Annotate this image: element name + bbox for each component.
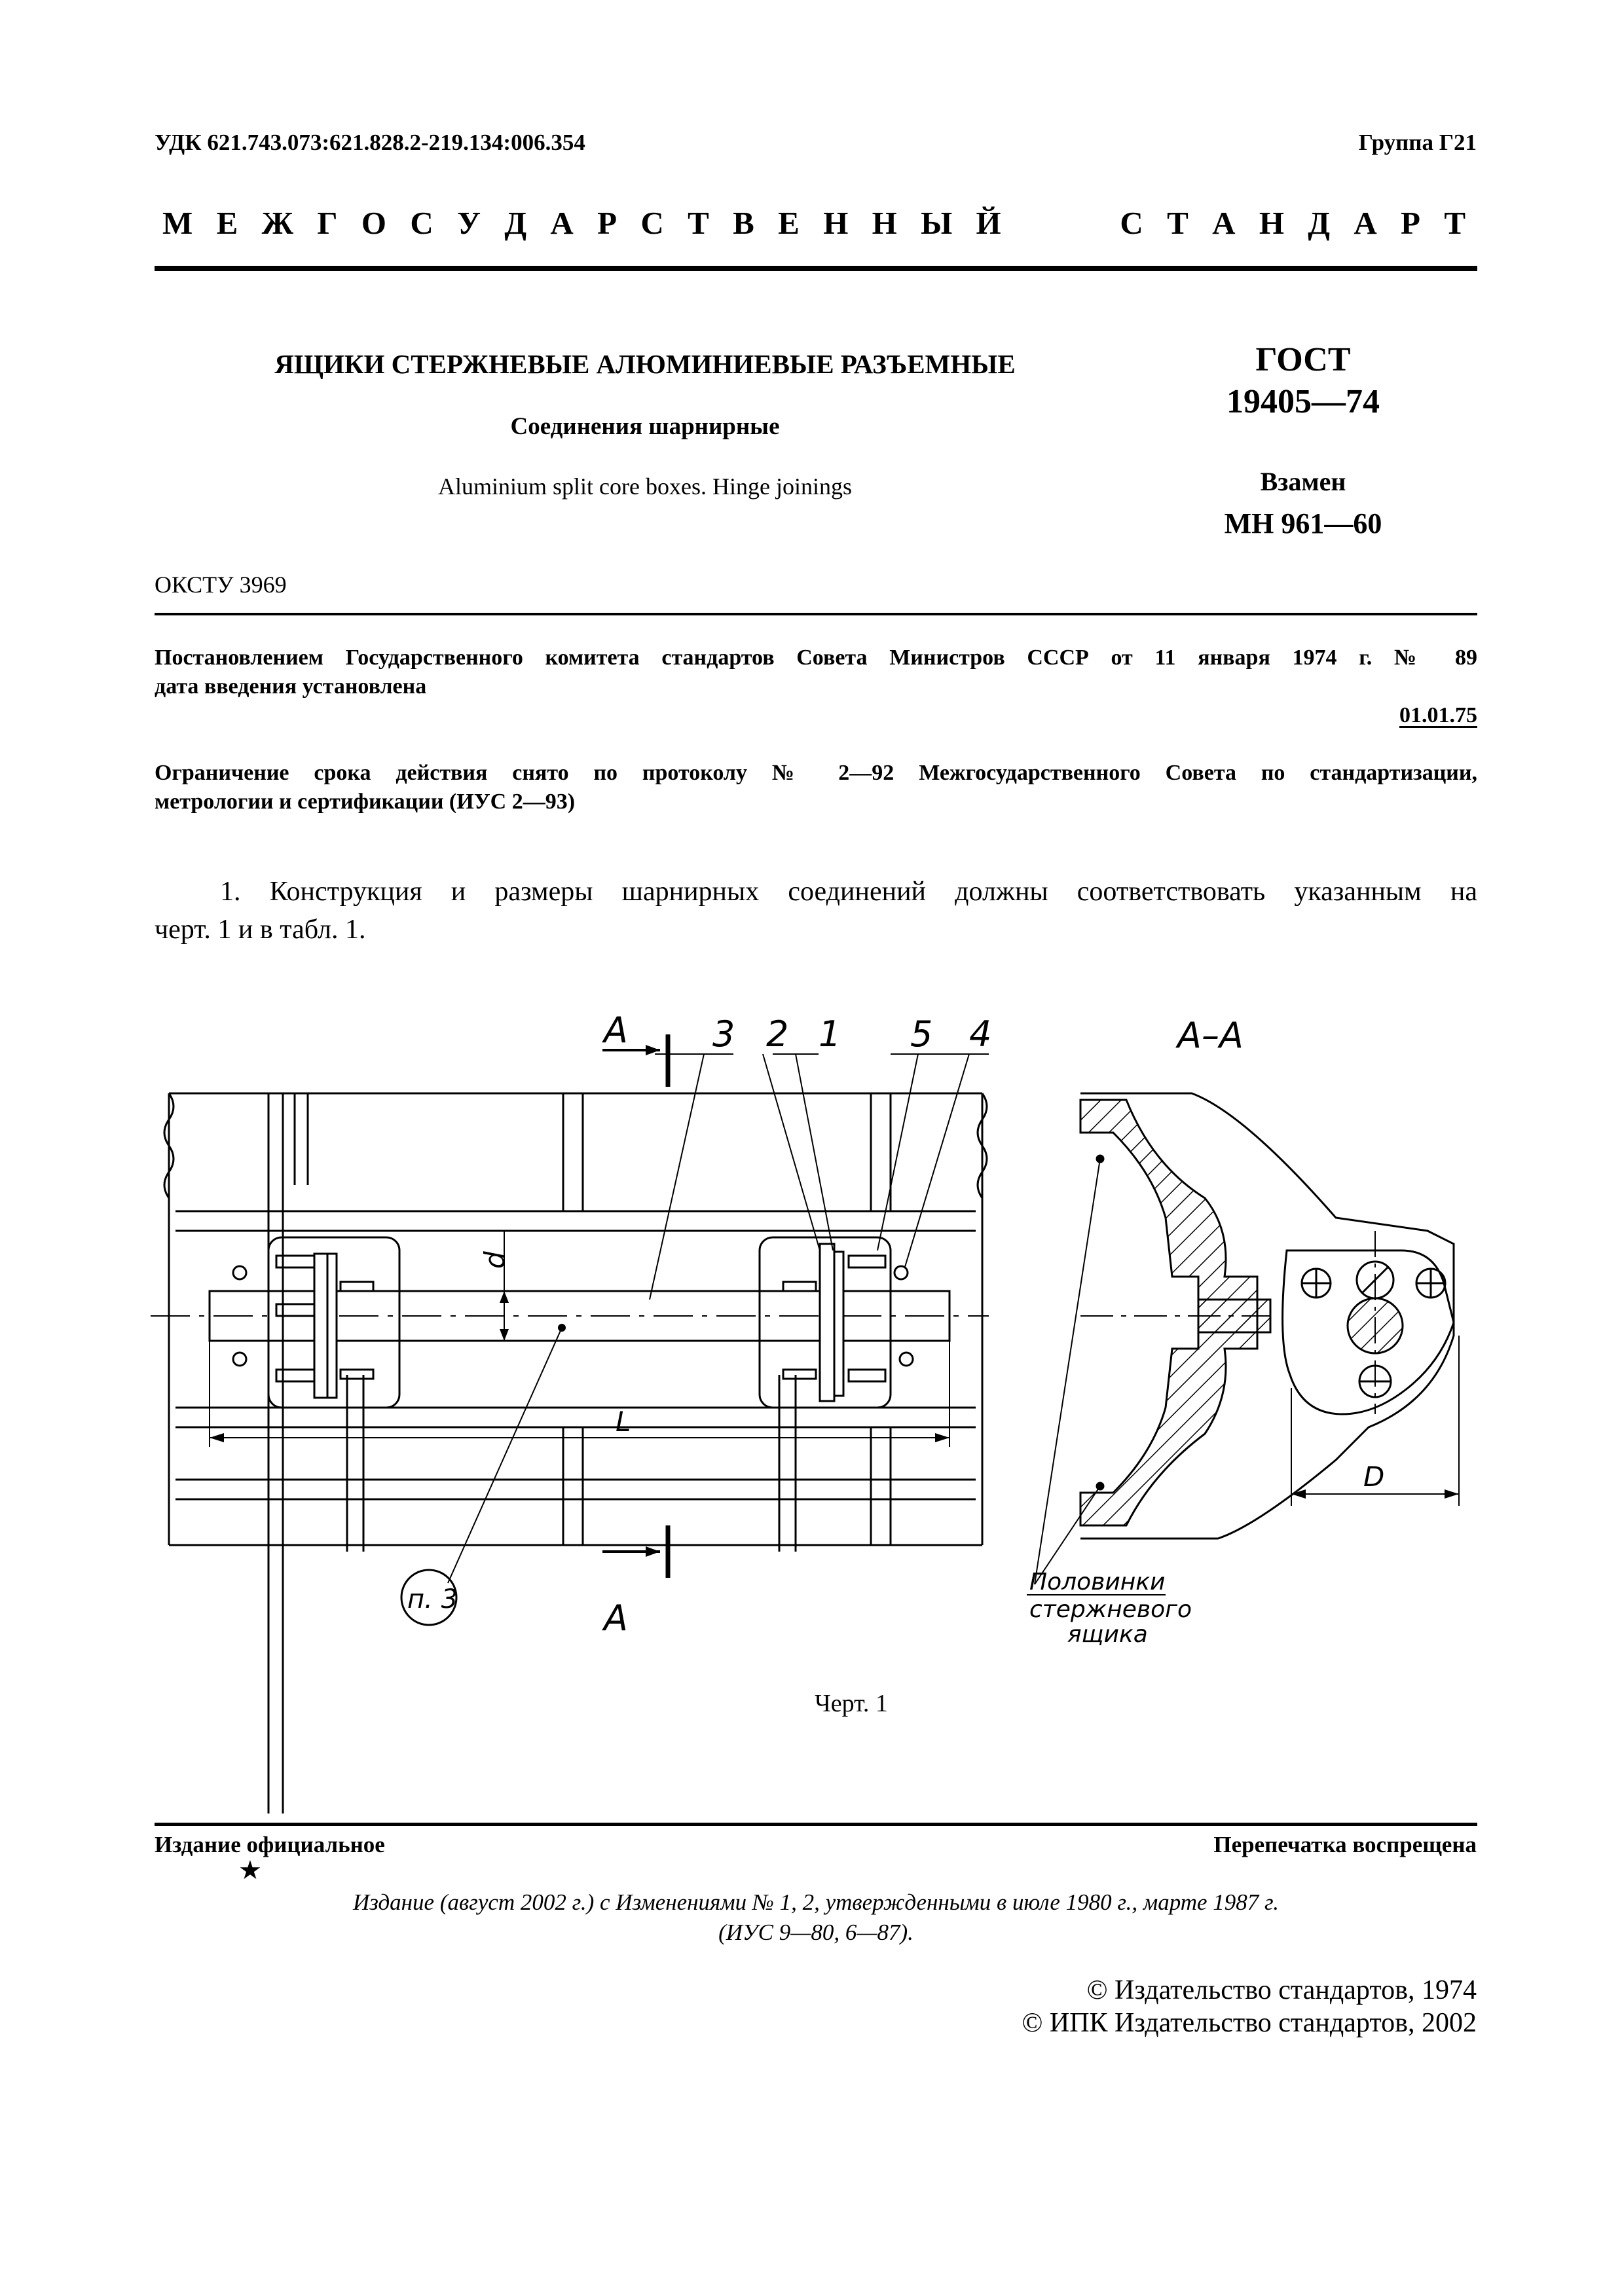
- dim-L-label: L: [616, 1406, 631, 1438]
- group-code: Группа Г21: [1358, 130, 1477, 155]
- callout-3: 3: [712, 1013, 735, 1055]
- figure-caption: Черт. 1: [815, 1690, 888, 1717]
- note-ref-label: п. 3: [407, 1584, 458, 1614]
- limitation-line-1: Ограничение срока действия снято по протоколу № 2—92 Межгосударственного Совета по стандартизации,: [155, 761, 1477, 785]
- replaces-number: МН 961—60: [1224, 507, 1382, 539]
- reprint-forbidden: Перепечатка воспрещена: [1213, 1832, 1477, 1857]
- document-subtitle: Соединения шарнирные: [510, 413, 780, 440]
- gost-label: ГОСТ: [1255, 341, 1351, 378]
- clause-1-line-1: 1. Конструкция и размеры шарнирных соединений должны соответствовать указанным на: [220, 877, 1477, 907]
- document-title: ЯЩИКИ СТЕРЖНЕВЫЕ АЛЮМИНИЕВЫЕ РАЗЪЕМНЫЕ: [274, 349, 1016, 379]
- udk-code: УДК 621.743.073:621.828.2-219.134:006.354: [155, 130, 585, 155]
- clause-1-line-2: черт. 1 и в табл. 1.: [155, 915, 366, 945]
- section-mark-top: А: [604, 1010, 628, 1051]
- halves-label-2: стержневого: [1029, 1596, 1192, 1623]
- dim-D-label: D: [1363, 1461, 1385, 1493]
- section-mark-bottom: А: [604, 1597, 628, 1639]
- edition-note-line-2: (ИУС 9—80, 6—87).: [718, 1920, 913, 1945]
- edition-note-line-1: Издание (август 2002 г.) с Изменениями № 1, 2, утвержденными в июле 1980 г., марте 1987 г.: [353, 1889, 1279, 1915]
- section-title: А–А: [1177, 1015, 1244, 1056]
- copyright-1974: © Издательство стандартов, 1974: [1086, 1975, 1477, 2005]
- gost-number: 19405—74: [1226, 383, 1380, 420]
- decree-line-1: Постановлением Государственного комитета стандартов Совета Министров СССР от 11 января 1974 г. № 89: [155, 646, 1477, 670]
- halves-label-3: ящика: [1067, 1621, 1148, 1648]
- limitation-line-2: метрологии и сертификации (ИУС 2—93): [155, 790, 576, 814]
- star-icon: ★: [238, 1855, 262, 1886]
- callout-leaders: [448, 1054, 989, 1583]
- dim-d-label: d: [479, 1251, 511, 1269]
- callout-5: 5: [910, 1013, 933, 1055]
- replaces-label: Взамен: [1260, 467, 1346, 496]
- callout-1: 1: [819, 1013, 841, 1055]
- interstate-standard-heading: М Е Ж Г О С У Д А Р С Т В Е Н Н Ы Й С Т А Н Д А Р Т: [162, 205, 1465, 241]
- copyright-2002: © ИПК Издательство стандартов, 2002: [1022, 2008, 1477, 2038]
- section-marks: [602, 1034, 668, 1578]
- section-view: [1027, 1093, 1459, 1595]
- halves-label-1: Половинки: [1029, 1569, 1166, 1595]
- okstu-code: ОКСТУ 3969: [155, 572, 287, 598]
- decree-line-2: дата введения установлена: [155, 674, 427, 699]
- english-title: Aluminium split core boxes. Hinge joinings: [438, 473, 852, 500]
- callout-2: 2: [766, 1013, 789, 1055]
- introduction-date: 01.01.75: [1399, 703, 1477, 727]
- footer-rule: [155, 1823, 1477, 1826]
- callout-4: 4: [969, 1013, 992, 1055]
- official-edition: Издание официальное: [155, 1832, 385, 1857]
